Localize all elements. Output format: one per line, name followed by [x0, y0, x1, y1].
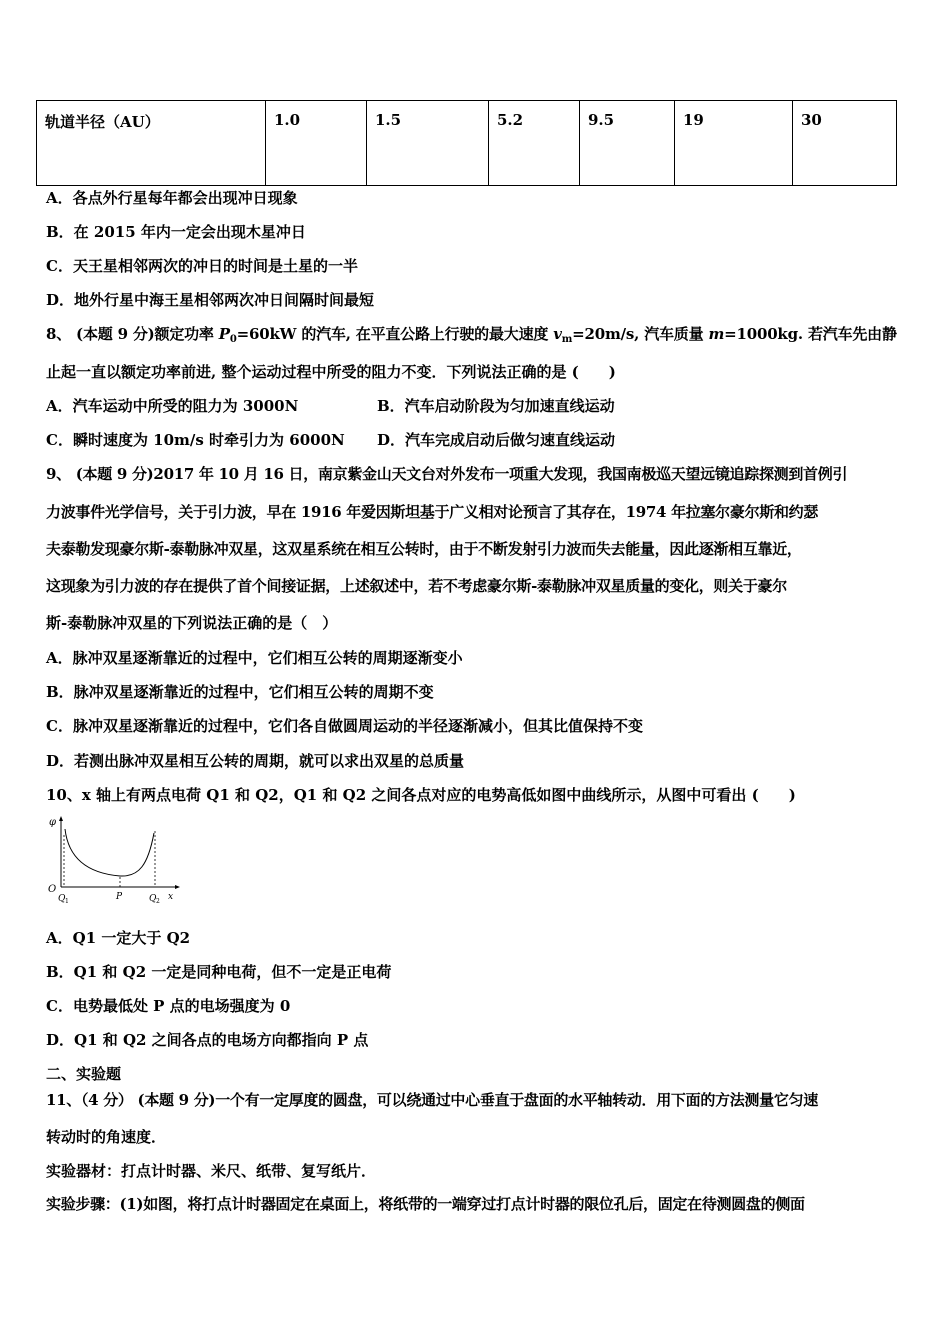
q7-option-b: B．在 2015 年内一定会出现木星冲日 [46, 223, 306, 241]
q2-label: Q [149, 894, 157, 904]
q10-option-a: A．Q1 一定大于 Q2 [46, 929, 191, 947]
q7-option-c: C．天王星相邻两次的冲日的时间是土星的一半 [46, 257, 358, 275]
q8-subscript: m [561, 334, 573, 345]
p-label: P [116, 892, 123, 902]
q11-stem-line2: 转动时的角速度． [46, 1128, 167, 1146]
table-cell: 1.0 [266, 101, 367, 186]
q8-stem-line2: 止起一直以额定功率前进, 整个运动过程中所受的阻力不变．下列说法正确的是 ( ) [46, 363, 616, 381]
table-cell: 9.5 [580, 101, 675, 186]
q8-text: =60kW 的汽车, 在平直公路上行驶的最大速度 [236, 325, 554, 343]
q2-subscript: 2 [156, 898, 160, 905]
q8-text: 8、 (本题 9 分)额定功率 [46, 325, 219, 343]
potential-curve [65, 829, 154, 876]
table-row [37, 101, 897, 186]
table-cell: 1.5 [367, 101, 489, 186]
table-header-cell: 轨道半径（AU） [37, 101, 266, 186]
q9-stem-line: 这现象为引力波的存在提供了首个间接证据，上述叙述中，若不考虑豪尔斯-泰勒脉冲双星质量的变化，则关于豪尔 [46, 577, 787, 595]
q11-steps: 实验步骤：(1)如图，将打点计时器固定在桌面上，将纸带的一端穿过打点计时器的限位孔后，固定在待测圆盘的侧面 [46, 1195, 805, 1213]
q10-option-d: D．Q1 和 Q2 之间各点的电场方向都指向 P 点 [46, 1031, 369, 1049]
q11-stem-line1: 11、（4 分） (本题 9 分)一个有一定厚度的圆盘，可以绕通过中心垂直于盘面的水平轴转动．用下面的方法测量它匀速 [46, 1091, 818, 1109]
origin-label: O [48, 884, 57, 895]
q9-option-a: A．脉冲双星逐渐靠近的过程中，它们相互公转的周期逐渐变小 [46, 649, 463, 667]
q9-option-b: B．脉冲双星逐渐靠近的过程中，它们相互公转的周期不变 [46, 683, 434, 701]
q9-option-c: C．脉冲双星逐渐靠近的过程中，它们各自做圆周运动的半径逐渐减小，但其比值保持不变 [46, 717, 643, 735]
q8-subscript: 0 [229, 334, 237, 345]
q9-option-d: D．若测出脉冲双星相互公转的周期，就可以求出双星的总质量 [46, 752, 465, 770]
q9-stem-line: 9、 (本题 9 分)2017 年 10 月 16 日，南京紫金山天文台对外发布一项重大发现，我国南极巡天望远镜追踪探测到首例引 [46, 465, 848, 483]
q10-option-b: B．Q1 和 Q2 一定是同种电荷，但不一定是正电荷 [46, 963, 392, 981]
phi-label: φ [49, 817, 57, 828]
q7-option-a: A．各点外行星每年都会出现冲日现象 [46, 189, 298, 207]
q8-symbol-m: m [708, 325, 725, 343]
q9-stem-line: 斯-泰勒脉冲双星的下列说法正确的是（ ） [46, 614, 338, 632]
x-axis-arrow [175, 885, 180, 889]
q8-option-b: B．汽车启动阶段为匀加速直线运动 [377, 397, 615, 415]
q11-equipment: 实验器材：打点计时器、米尺、纸带、复写纸片． [46, 1162, 377, 1180]
q7-option-d: D．地外行星中海王星相邻两次冲日间隔时间最短 [46, 291, 375, 309]
q10-stem: 10、x 轴上有两点电荷 Q1 和 Q2，Q1 和 Q2 之间各点对应的电势高低如图中曲线所示，从图中可看出 ( ) [46, 786, 796, 804]
q9-stem-line: 夫泰勒发现豪尔斯-泰勒脉冲双星，这双星系统在相互公转时，由于不断发射引力波而失去能量，因此逐渐相互靠近， [46, 540, 802, 558]
q1-subscript: 1 [65, 898, 69, 905]
x-label: x [168, 892, 174, 902]
q8-option-d: D．汽车完成启动后做匀速直线运动 [377, 431, 616, 449]
q8-symbol-p: P [218, 325, 230, 343]
q9-stem-line: 力波事件光学信号，关于引力波，早在 1916 年爱因斯坦基于广义相对论预言了其存在，1974 年拉塞尔豪尔斯和约瑟 [46, 503, 819, 521]
q8-text: =20m/s, 汽车质量 [572, 325, 709, 343]
table-cell: 19 [675, 101, 793, 186]
q8-stem-line1 [46, 324, 897, 350]
q8-symbol-v: v [553, 325, 562, 343]
q1-label: Q [58, 894, 66, 904]
phi-axis-arrow [59, 816, 63, 821]
q8-text: =1000kg. 若汽车先由静 [724, 325, 897, 343]
section-heading-experiment: 二、实验题 [46, 1065, 122, 1083]
potential-graph [44, 815, 184, 907]
table-cell: 5.2 [489, 101, 580, 186]
q8-option-a: A．汽车运动中所受的阻力为 3000N [46, 397, 299, 415]
q10-option-c: C．电势最低处 P 点的电场强度为 0 [46, 997, 291, 1015]
table-cell: 30 [793, 101, 897, 186]
q8-option-c: C．瞬时速度为 10m/s 时牵引力为 6000N [46, 431, 345, 449]
orbit-radius-table [36, 100, 897, 186]
